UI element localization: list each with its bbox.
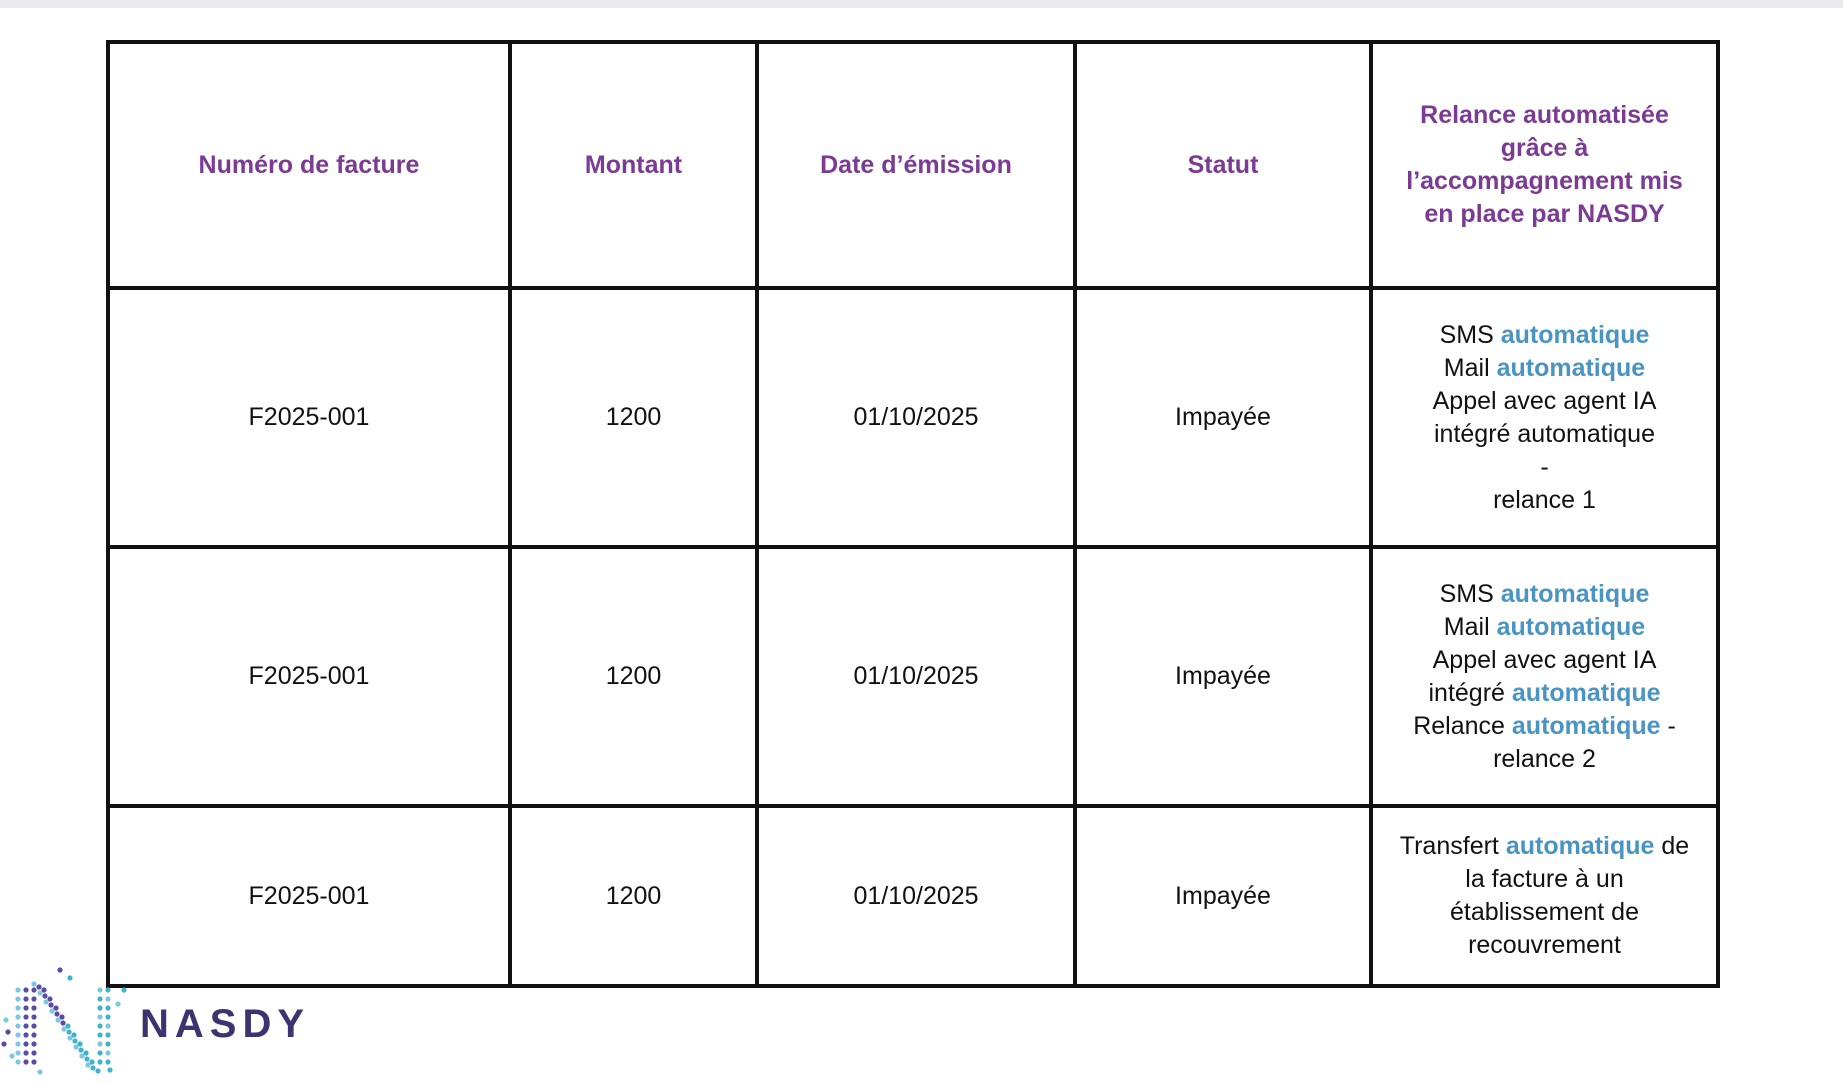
- logo-dot: [36, 984, 41, 989]
- reminder-sms-line: [1393, 319, 1696, 352]
- reminder-sms-line: [1393, 578, 1696, 611]
- cell-status: Impayée: [1075, 288, 1371, 547]
- logo-dot: [97, 1005, 102, 1010]
- logo-dot: [55, 1017, 60, 1022]
- invoice-table: [106, 40, 1720, 988]
- logo-dot: [105, 996, 110, 1001]
- logo-dot: [78, 1047, 83, 1052]
- logo-dot: [31, 981, 36, 986]
- logo-dot: [73, 1044, 78, 1049]
- reminder-transfer-label: Transfert: [1399, 832, 1499, 860]
- cell-amount: 1200: [510, 806, 757, 986]
- reminder-line4: recouvrement: [1468, 931, 1621, 959]
- logo-dot: [23, 1032, 28, 1037]
- logo-dot: [97, 1023, 102, 1028]
- reminder-sms-label: SMS: [1439, 320, 1494, 349]
- reminder-dash: -: [1540, 452, 1549, 481]
- reminder-relance-dash: -: [1667, 711, 1676, 740]
- reminder-mail-line: [1393, 352, 1696, 385]
- logo-dot: [97, 1050, 102, 1055]
- logo-dot: [37, 990, 42, 995]
- logo-dot: [15, 1023, 20, 1028]
- logo-dot: [105, 1023, 110, 1028]
- logo-dot: [105, 1050, 110, 1055]
- table-row: [108, 806, 1718, 986]
- header-issue-date: Date d’émission: [757, 42, 1075, 288]
- logo-dot: [23, 987, 28, 992]
- reminder-sms-accent: automatique: [1500, 320, 1650, 349]
- logo-dot: [31, 1023, 36, 1028]
- logo-dot: [97, 987, 102, 992]
- logo-dot: [79, 1053, 84, 1058]
- logo-dot: [105, 1032, 110, 1037]
- header-status: Statut: [1075, 42, 1371, 288]
- reminder-transfer-suffix: de: [1661, 832, 1690, 860]
- logo-dot: [84, 1056, 89, 1061]
- reminder-call-line1: Appel avec agent IA: [1432, 386, 1657, 415]
- table-row: [108, 547, 1718, 806]
- logo-dot: [61, 1026, 66, 1031]
- reminder-relance-line: [1393, 710, 1696, 743]
- logo-dot: [95, 1068, 100, 1073]
- logo-dot: [66, 1029, 71, 1034]
- logo-dot: [23, 1059, 28, 1064]
- logo-dot: [48, 1002, 53, 1007]
- reminder-mail-line: [1393, 611, 1696, 644]
- logo-dot: [23, 1005, 28, 1010]
- logo-dot: [85, 1062, 90, 1067]
- logo-dot: [105, 987, 110, 992]
- logo-dot: [31, 1032, 36, 1037]
- header-invoice-number: Numéro de facture: [108, 42, 510, 288]
- cell-status: Impayée: [1075, 547, 1371, 806]
- logo-dot: [23, 1014, 28, 1019]
- reminder-sms-label: SMS: [1439, 579, 1494, 608]
- reminder-mail-label: Mail: [1443, 353, 1490, 382]
- logo-dot: [67, 975, 72, 980]
- logo-dot: [23, 996, 28, 1001]
- logo-dot: [23, 1041, 28, 1046]
- logo-dot: [37, 1069, 42, 1074]
- logo-dot: [31, 987, 36, 992]
- cell-invoice-number: F2025-001: [108, 806, 510, 986]
- reminder-transfer-line: [1393, 830, 1696, 863]
- logo-dot: [15, 987, 20, 992]
- logo-dot: [121, 987, 126, 992]
- reminder-mail-accent: automatique: [1496, 353, 1646, 382]
- cell-issue-date: 01/10/2025: [757, 288, 1075, 547]
- logo-dot: [15, 1041, 20, 1046]
- logo-dot: [43, 999, 48, 1004]
- reminder-step: relance 1: [1493, 485, 1596, 514]
- logo-dot: [97, 1041, 102, 1046]
- cell-reminder: [1371, 547, 1718, 806]
- cell-reminder: [1371, 288, 1718, 547]
- logo-dot: [105, 1059, 110, 1064]
- reminder-call-label: intégré: [1428, 678, 1505, 707]
- reminder-call-accent: automatique: [1511, 678, 1661, 707]
- top-strip: [0, 0, 1843, 8]
- logo-dot: [49, 1008, 54, 1013]
- logo-dot: [31, 1041, 36, 1046]
- logo-dot: [31, 996, 36, 1001]
- table-header-row: [108, 42, 1718, 288]
- logo-dot: [5, 1029, 10, 1034]
- logo-dot: [97, 1032, 102, 1037]
- logo-dot: [72, 1038, 77, 1043]
- reminder-transfer-accent: automatique: [1505, 832, 1655, 860]
- cell-reminder: [1371, 806, 1718, 986]
- logo-dot: [54, 1011, 59, 1016]
- cell-amount: 1200: [510, 547, 757, 806]
- logo-dot: [31, 1005, 36, 1010]
- logo-dot: [31, 1050, 36, 1055]
- logo-dot: [105, 1005, 110, 1010]
- logo-dot: [15, 1050, 20, 1055]
- reminder-sms-accent: automatique: [1500, 579, 1650, 608]
- logo-dot: [23, 1050, 28, 1055]
- reminder-call-line1: Appel avec agent IA: [1432, 645, 1657, 674]
- logo-dot: [105, 1014, 110, 1019]
- nasdy-logo-text: NASDY: [140, 1002, 311, 1046]
- reminder-mail-label: Mail: [1443, 612, 1490, 641]
- logo-dot: [9, 1053, 14, 1058]
- logo-dot: [97, 996, 102, 1001]
- logo-dot: [105, 1041, 110, 1046]
- logo-dot: [15, 1014, 20, 1019]
- logo-dot: [57, 967, 62, 972]
- cell-invoice-number: F2025-001: [108, 547, 510, 806]
- header-amount: Montant: [510, 42, 757, 288]
- logo-dot: [3, 1017, 8, 1022]
- logo-dot: [42, 993, 47, 998]
- document-page: [0, 8, 1843, 1078]
- logo-dot: [31, 1059, 36, 1064]
- table-row: [108, 288, 1718, 547]
- logo-dot: [97, 1059, 102, 1064]
- reminder-mail-accent: automatique: [1496, 612, 1646, 641]
- cell-status: Impayée: [1075, 806, 1371, 986]
- logo-dot: [107, 1067, 112, 1072]
- cell-issue-date: 01/10/2025: [757, 547, 1075, 806]
- reminder-line3: établissement de: [1449, 898, 1639, 926]
- logo-dot: [23, 1023, 28, 1028]
- logo-dot: [15, 1059, 20, 1064]
- reminder-relance-accent: automatique: [1511, 711, 1661, 740]
- logo-dot: [60, 1020, 65, 1025]
- cell-issue-date: 01/10/2025: [757, 806, 1075, 986]
- reminder-call-line2: intégré automatique: [1434, 419, 1655, 448]
- logo-dot: [90, 1065, 95, 1070]
- header-reminder: Relance automatisée grâce à l’accompagnement mis en place par NASDY: [1371, 42, 1718, 288]
- logo-dot: [1, 1041, 6, 1046]
- reminder-call-line2: [1393, 677, 1696, 710]
- logo-dot: [115, 1001, 120, 1006]
- cell-invoice-number: F2025-001: [108, 288, 510, 547]
- reminder-relance-label: Relance: [1413, 711, 1505, 740]
- reminder-line2: la facture à un: [1465, 865, 1624, 893]
- logo-dot: [15, 996, 20, 1001]
- logo-dot: [97, 1014, 102, 1019]
- logo-dot: [15, 1005, 20, 1010]
- logo-dot: [15, 1032, 20, 1037]
- cell-amount: 1200: [510, 288, 757, 547]
- logo-dot: [31, 1014, 36, 1019]
- nasdy-logo-mark-icon: [0, 960, 140, 1078]
- reminder-step: relance 2: [1493, 744, 1596, 773]
- logo-dot: [67, 1035, 72, 1040]
